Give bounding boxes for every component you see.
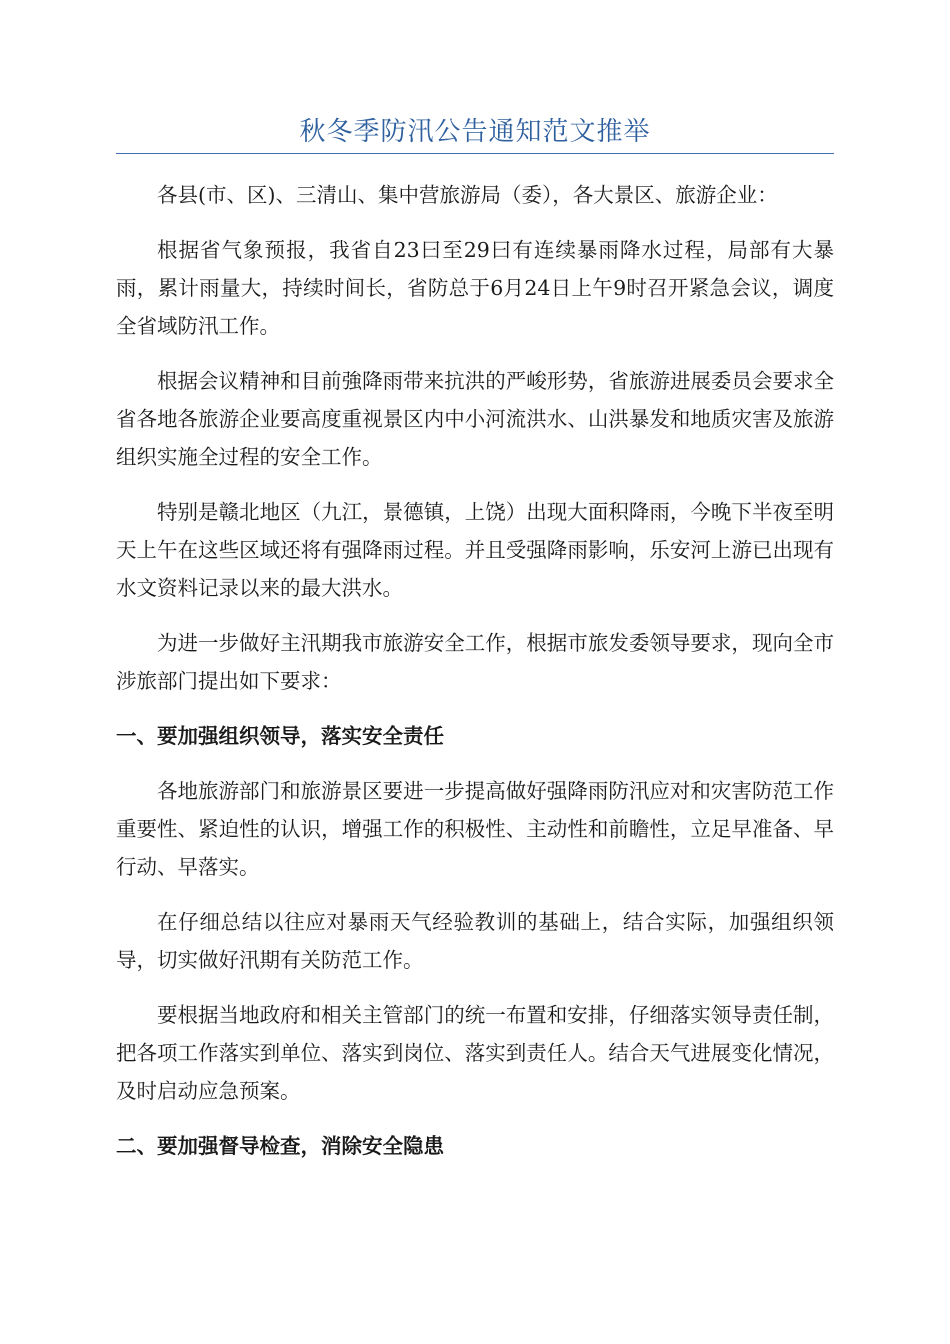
body-paragraph: 特别是赣北地区（九江，景德镇，上饶）出现大面积降雨，今晚下半夜至明天上午在这些区域还将有强降雨过程。并且受强降雨影响，乐安河上游已出现有水文资料记录以来的最大洪水。 — [116, 500, 834, 600]
document-title: 秋冬季防汛公告通知范文推举 — [299, 117, 651, 147]
section-heading: 一、要加强组织领导，落实安全责任 — [116, 724, 444, 748]
body-paragraph: 为进一步做好主汛期我市旅游安全工作，根据市旅发委领导要求，现向全市涉旅部门提出如下要求： — [116, 631, 834, 693]
body-paragraph: 根据省气象预报，我省自23曰至29曰有连续暴雨降水过程，局部有大暴雨，累计雨量大，持续时间长，省防总于6月24日上午9时召开紧急会议，调度全省域防汛工作。 — [116, 238, 834, 338]
body-paragraph: 在仔细总结以往应对暴雨天气经验教训的基础上，结合实际，加强组织领导，切实做好汛期有关防范工作。 — [116, 910, 834, 972]
body-paragraph: 各地旅游部门和旅游景区要进一步提高做好强降雨防汛应对和灾害防范工作重要性、紧迫性的认识，增强工作的积极性、主动性和前瞻性，立足早准备、早行动、早落实。 — [116, 779, 834, 879]
body-paragraph: 根据会议精神和目前強降雨带来抗洪的严峻形势，省旅游进展委员会要求全省各地各旅游企业要高度重视景区内中小河流洪水、山洪暴发和地质灾害及旅游组织实施全过程的安全工作。 — [116, 369, 834, 469]
title-underline — [116, 153, 834, 154]
document-body — [116, 176, 834, 1182]
section-heading: 二、要加强督导检查，消除安全隐患 — [116, 1134, 444, 1158]
body-paragraph: 要根据当地政府和相关主管部门的统一布置和安排，仔细落实领导责任制，把各项工作落实到单位、落实到岗位、落实到责任人。结合天气进展变化情况，及时启动应急预案。 — [116, 1003, 834, 1103]
salutation-paragraph: 各县(市、区)、三清山、集中营旅游局（委），各大景区、旅游企业： — [157, 183, 778, 207]
